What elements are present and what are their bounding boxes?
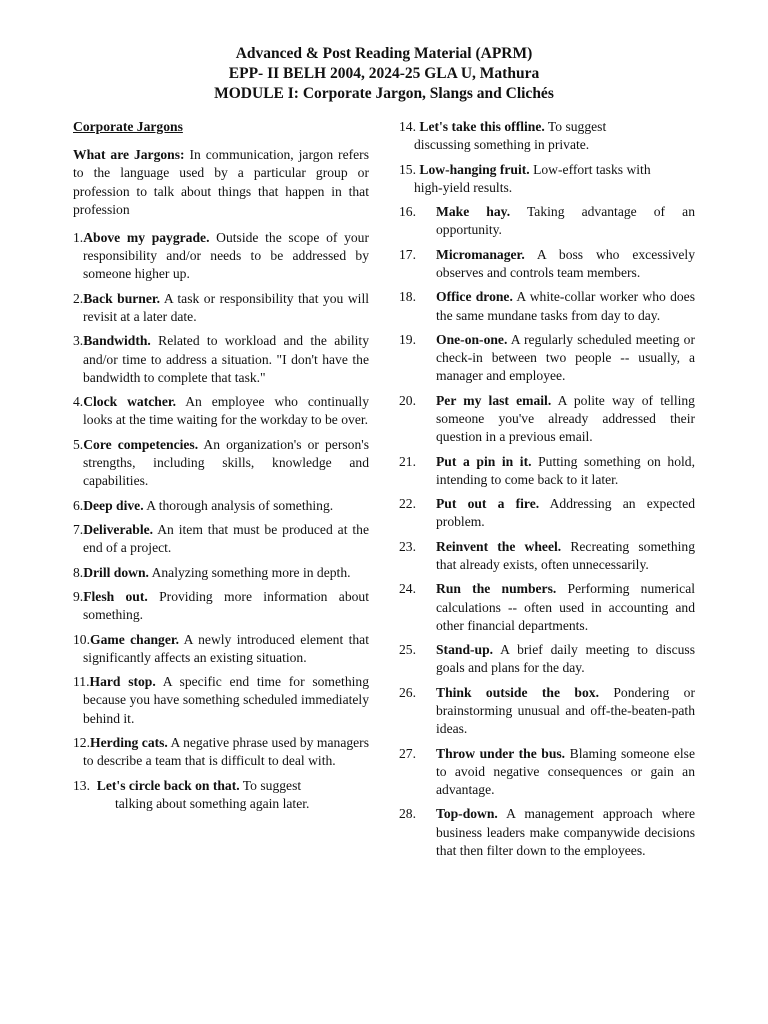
list-item: 4.Clock watcher. An employee who continually looks at the time waiting for the workday to be over. [73, 394, 369, 428]
item-def: An employee who continually looks at the time waiting for the workday to be over. [83, 394, 369, 428]
list-item: 28. Top-down. A management approach where business leaders make companywide decisions that then filter down to the employees. [399, 806, 695, 858]
item-def: A management approach where business leaders make companywide decisions that then filter down to the employees. [436, 806, 695, 858]
list-item: 3.Bandwidth. Related to workload and the ability and/or time to address a situation. "I don't have the bandwidth to complete that task." [73, 333, 369, 385]
list-item: 12.Herding cats. A negative phrase used by managers to describe a team that is difficult to deal with. [73, 734, 370, 769]
list-item: 27. Throw under the bus. Blaming someone else to avoid negative consequences or gain an advantage. [399, 745, 695, 797]
list-item: 19. One-on-one. A regularly scheduled meeting or check-in between two people -- usually, a manager and employee. [399, 331, 695, 384]
item-def-continued: high-yield results. [414, 179, 513, 195]
list-item: 13. Let's circle back on that. To suggest talking about something again later. [73, 777, 369, 813]
item-def: Related to workload and the ability and/or time to address a situation. "I don't have the bandwidth to complete that task." [83, 333, 369, 385]
item-term: Above my paygrade. [83, 230, 210, 246]
list-item: 17. Micromanager. A boss who excessively observes and controls team members. [399, 246, 695, 280]
list-item: 9.Flesh out. Providing more information about something. [73, 588, 369, 623]
item-term: Throw under the bus. [436, 745, 566, 761]
item-term: Think outside the box. [436, 684, 599, 700]
item-term: Make hay. [436, 204, 511, 220]
item-term: Low-hanging fruit. [419, 161, 530, 177]
intro-text: In communication, jargon refers to the language used by a particular group or profession to talk about things that happen in that profession [73, 147, 369, 217]
item-term: Reinvent the wheel. [436, 538, 562, 554]
intro-paragraph [73, 146, 369, 219]
item-def: An organization's or person's strengths, including skills, knowledge and capabilities. [83, 436, 369, 489]
item-def: To suggest [239, 777, 302, 793]
item-term: Run the numbers. [436, 581, 557, 597]
item-def: A polite way of telling someone you've already addressed their question in a previous email. [436, 392, 695, 445]
item-def: Outside the scope of your responsibility and/or needs to be addressed by someone higher up. [83, 230, 369, 282]
list-item: 18. Office drone. A white-collar worker who does the same mundane tasks from day to day. [399, 289, 695, 323]
list-item: 11.Hard stop. A specific end time for something because you have something scheduled immediately behind it. [73, 674, 369, 726]
item-def: Putting something on hold, intending to come back to it later. [436, 453, 695, 487]
item-def: Blaming someone else to avoid negative consequences or gain an advantage. [436, 745, 695, 797]
item-term: Deliverable. [83, 521, 154, 537]
item-term: Bandwidth. [83, 333, 151, 349]
item-def: Low-effort tasks with [529, 161, 651, 177]
item-def: Performing numerical calculations -- often used in accounting and other financial departments. [436, 581, 695, 633]
list-item: 6.Deep dive. A thorough analysis of something. [73, 497, 334, 513]
item-def: Taking advantage of an opportunity. [436, 204, 696, 238]
item-term: Core competencies. [83, 436, 199, 452]
item-term: Let's circle back on that. [96, 777, 240, 793]
list-item: 23. Reinvent the wheel. Recreating something that already exists, often unnecessarily. [399, 538, 695, 572]
header-line-course: EPP- II BELH 2004, 2024-25 GLA U, Mathura [228, 65, 540, 82]
item-def: A boss who excessively observes and controls team members. [436, 246, 695, 280]
item-def: An item that must be produced at the end of a project. [83, 521, 369, 556]
item-term: Put out a fire. [436, 496, 540, 512]
list-item: 26. Think outside the box. Pondering or brainstorming unusual and off-the-beaten-path ideas. [399, 684, 695, 737]
list-item: 24. Run the numbers. Performing numerical calculations -- often used in accounting and other financial departments. [399, 581, 695, 633]
list-item: 8.Drill down. Analyzing something more in depth. [73, 564, 351, 580]
item-def: Analyzing something more in depth. [148, 564, 351, 580]
item-def: A task or responsibility that you will revisit at a later date. [83, 290, 369, 325]
item-term: Flesh out. [83, 588, 148, 604]
item-term: Deep dive. [83, 497, 144, 513]
item-term: Back burner. [83, 290, 161, 306]
intro-term: What are Jargons: [73, 147, 185, 163]
item-def: A regularly scheduled meeting or check-in between two people -- usually, a manager and employee. [436, 331, 695, 384]
item-def: Pondering or brainstorming unusual and off-the-beaten-path ideas. [436, 684, 695, 737]
item-term: Top-down. [436, 806, 498, 822]
document-header [0, 44, 768, 104]
item-term: Stand-up. [436, 642, 494, 658]
item-def-continued: talking about something again later. [115, 795, 310, 811]
item-term: Put a pin in it. [436, 453, 532, 469]
list-item: 15. Low-hanging fruit. Low-effort tasks with high-yield results. [399, 161, 695, 197]
header-line-module: MODULE I: Corporate Jargon, Slangs and Clichés [214, 85, 554, 102]
item-term: One-on-one. [436, 331, 508, 347]
list-item: 21. Put a pin in it. Putting something on hold, intending to come back to it later. [399, 453, 695, 487]
section-title: Corporate Jargons [73, 119, 183, 134]
item-term: Let's take this offline. [419, 119, 545, 134]
item-term: Herding cats. [90, 734, 168, 750]
right-column [399, 118, 695, 866]
list-item: 25. Stand-up. A brief daily meeting to discuss goals and plans for the day. [399, 642, 695, 676]
item-term: Drill down. [83, 564, 149, 580]
left-column [73, 118, 369, 819]
item-def: A newly introduced element that significantly affects an existing situation. [83, 631, 369, 665]
item-def: A brief daily meeting to discuss goals and plans for the day. [436, 642, 695, 676]
item-term: Micromanager. [436, 246, 525, 262]
list-item: 20. Per my last email. A polite way of telling someone you've already addressed their question in a previous email. [399, 392, 695, 445]
item-term: Clock watcher. [83, 394, 177, 410]
item-def: A specific end time for something because you have something scheduled immediately behind it. [83, 674, 369, 726]
header-line-aprm: Advanced & Post Reading Material (APRM) [235, 45, 533, 62]
item-term: Office drone. [436, 289, 513, 305]
list-item: 16. Make hay. Taking advantage of an opportunity. [399, 204, 696, 238]
list-item: 22. Put out a fire. Addressing an expected problem. [399, 496, 696, 530]
item-term: Hard stop. [89, 674, 156, 690]
item-def: A negative phrase used by managers to describe a team that is difficult to deal with. [83, 734, 370, 769]
item-def: Addressing an expected problem. [436, 496, 696, 530]
item-def: To suggest [544, 119, 607, 134]
list-item: 1.Above my paygrade. Outside the scope of your responsibility and/or needs to be addressed by someone higher up. [73, 230, 369, 282]
item-def: Recreating something that already exists, often unnecessarily. [436, 538, 695, 572]
list-item: 10.Game changer. A newly introduced element that significantly affects an existing situation. [73, 631, 369, 665]
item-term: Game changer. [90, 631, 180, 647]
list-item: 7.Deliverable. An item that must be produced at the end of a project. [73, 521, 369, 556]
item-def: A white-collar worker who does the same mundane tasks from day to day. [436, 289, 695, 323]
item-term: Per my last email. [436, 392, 552, 408]
item-def-continued: discussing something in private. [414, 137, 590, 153]
item-def: A thorough analysis of something. [143, 497, 334, 513]
item-def: Providing more information about something. [83, 588, 369, 623]
list-item: 5.Core competencies. An organization's or person's strengths, including skills, knowledge and capabilities. [73, 436, 369, 489]
list-item: 2.Back burner. A task or responsibility that you will revisit at a later date. [73, 290, 369, 325]
list-item: 14. Let's take this offline. To suggest discussing something in private. [399, 118, 695, 154]
